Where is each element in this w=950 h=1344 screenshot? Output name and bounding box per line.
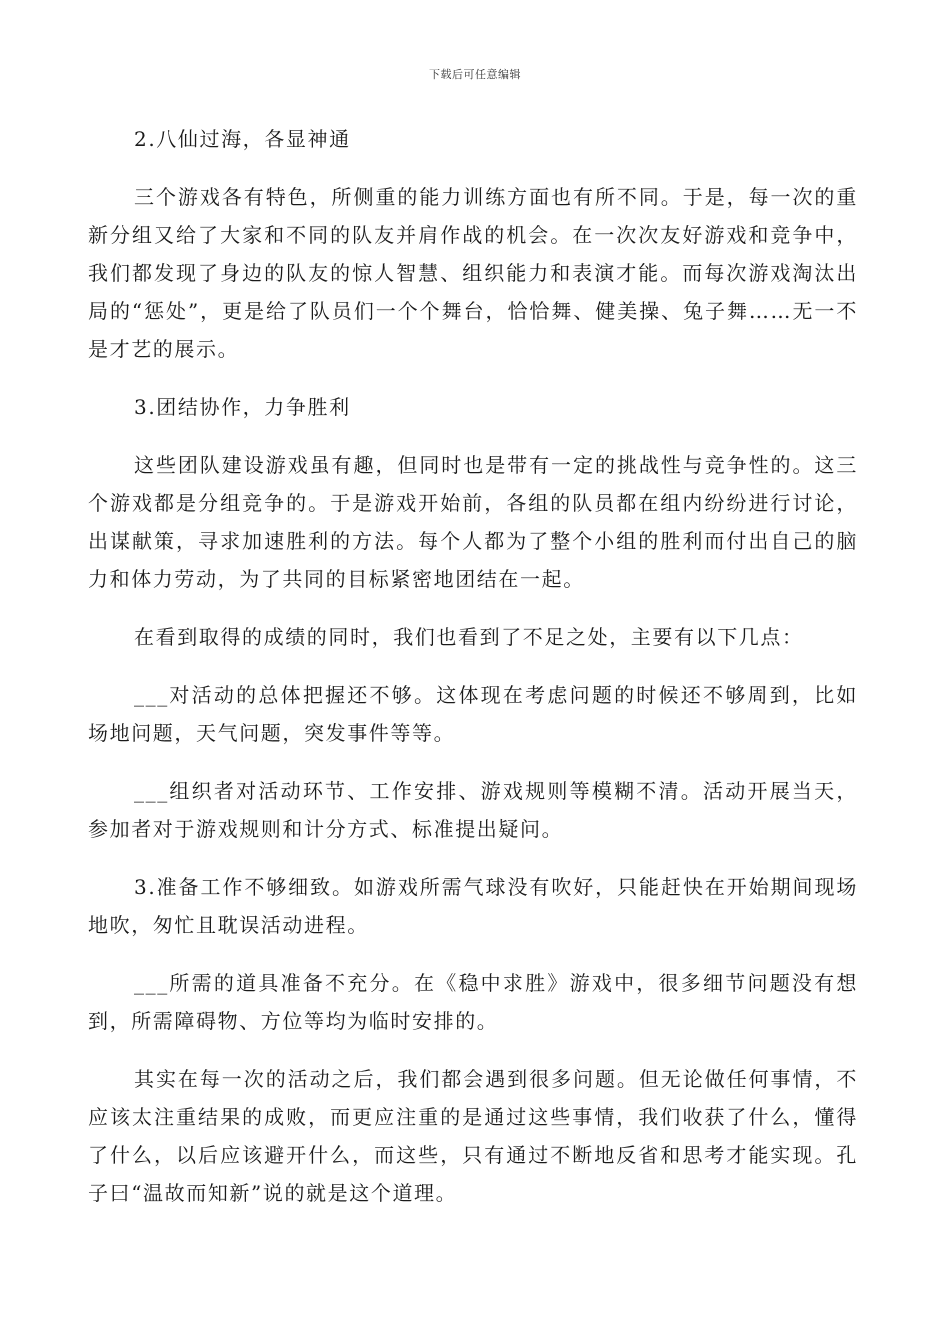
list-item: ___对活动的总体把握还不够。这体现在考虑问题的时候还不够周到，比如场地问题，天气问题，突发事件等等。 bbox=[88, 683, 858, 745]
body-paragraph: 在看到取得的成绩的同时，我们也看到了不足之处，主要有以下几点： bbox=[134, 625, 804, 649]
body-paragraph: 三个游戏各有特色，所侧重的能力训练方面也有所不同。于是，每一次的重新分组又给了大家和不同的队友并肩作战的机会。在一次次友好游戏和竞争中，我们都发现了身边的队友的惊人智慧、组织能力和表演才能。而每次游戏淘汰出局的“惩处”，更是给了队员们一个个舞台，恰恰舞、健美操、兔子舞……无一不是才艺的展示。 bbox=[88, 185, 858, 361]
section-heading-2: 2.八仙过海，各显神通 bbox=[134, 127, 351, 151]
list-item: ___所需的道具准备不充分。在《稳中求胜》游戏中，很多细节问题没有想到，所需障碍物、方位等均为临时安排的。 bbox=[88, 971, 858, 1033]
list-item: ___组织者对活动环节、工作安排、游戏规则等模糊不清。活动开展当天，参加者对于游戏规则和计分方式、标准提出疑问。 bbox=[88, 779, 858, 841]
page-header: 下载后可任意编辑 bbox=[429, 68, 521, 81]
body-paragraph: 其实在每一次的活动之后，我们都会遇到很多问题。但无论做任何事情，不应该太注重结果的成败，而更应注重的是通过这些事情，我们收获了什么，懂得了什么，以后应该避开什么，而这些，只有通过不断地反省和思考才能实现。孔子曰“温故而知新”说的就是这个道理。 bbox=[88, 1067, 858, 1205]
section-heading-3: 3.团结协作，力争胜利 bbox=[134, 395, 351, 419]
document-body bbox=[88, 120, 858, 1232]
body-paragraph: 这些团队建设游戏虽有趣，但同时也是带有一定的挑战性与竞争性的。这三个游戏都是分组竞争的。于是游戏开始前，各组的队员都在组内纷纷进行讨论，出谋献策，寻求加速胜利的方法。每个人都为了整个小组的胜利而付出自己的脑力和体力劳动，为了共同的目标紧密地团结在一起。 bbox=[88, 453, 858, 591]
list-item: 3.准备工作不够细致。如游戏所需气球没有吹好，只能赶快在开始期间现场地吹，匆忙且耽误活动进程。 bbox=[88, 875, 858, 937]
